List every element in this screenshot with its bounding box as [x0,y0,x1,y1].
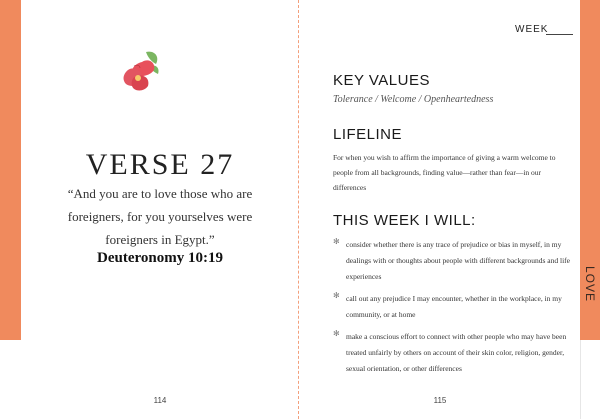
book-spine [298,0,299,419]
week-input-line[interactable] [546,34,573,35]
page-number-right: 115 [433,396,447,405]
section-tab-label: LOVE [583,266,597,303]
list-item-text: call out any prejudice I may encounter, whether in the workplace, in my community, or at home [346,294,562,319]
lifeline-text: For when you wish to affirm the importance of giving a warm welcome to people from all backgrounds, finding value—rather than fear—in our differences [333,153,556,192]
key-values-heading: KEY VALUES [333,72,430,89]
this-week-heading: THIS WEEK I WILL: [333,212,476,229]
left-page-edge-bottom [0,340,22,419]
list-item-text: consider whether there is any trace of prejudice or bias in myself, in my dealings with or thoughts about people with different backgrounds and life experiences [346,240,570,281]
verse-reference: Deuteronomy 10:19 [97,250,223,266]
flower-icon [120,48,164,100]
week-label: WEEK [515,24,549,35]
asterisk-icon: ✻ [333,291,340,300]
page-number-left: 114 [153,396,167,405]
left-page-edge [0,0,21,340]
asterisk-icon: ✻ [333,329,340,338]
lifeline-heading: LIFELINE [333,126,403,143]
key-values-text: Tolerance / Welcome / Openheartedness [333,94,494,105]
right-page-edge-bottom [580,340,600,419]
verse-text: “And you are to love those who are foreigners, for you yourselves were foreigners in Egypt.” [67,186,253,247]
list-item-text: make a conscious effort to connect with other people who may have been treated unfairly by others on account of their skin color, religion, gender, sexual orientation, or other differences [346,332,567,373]
asterisk-icon: ✻ [333,237,340,246]
verse-title: VERSE 27 [85,148,235,181]
